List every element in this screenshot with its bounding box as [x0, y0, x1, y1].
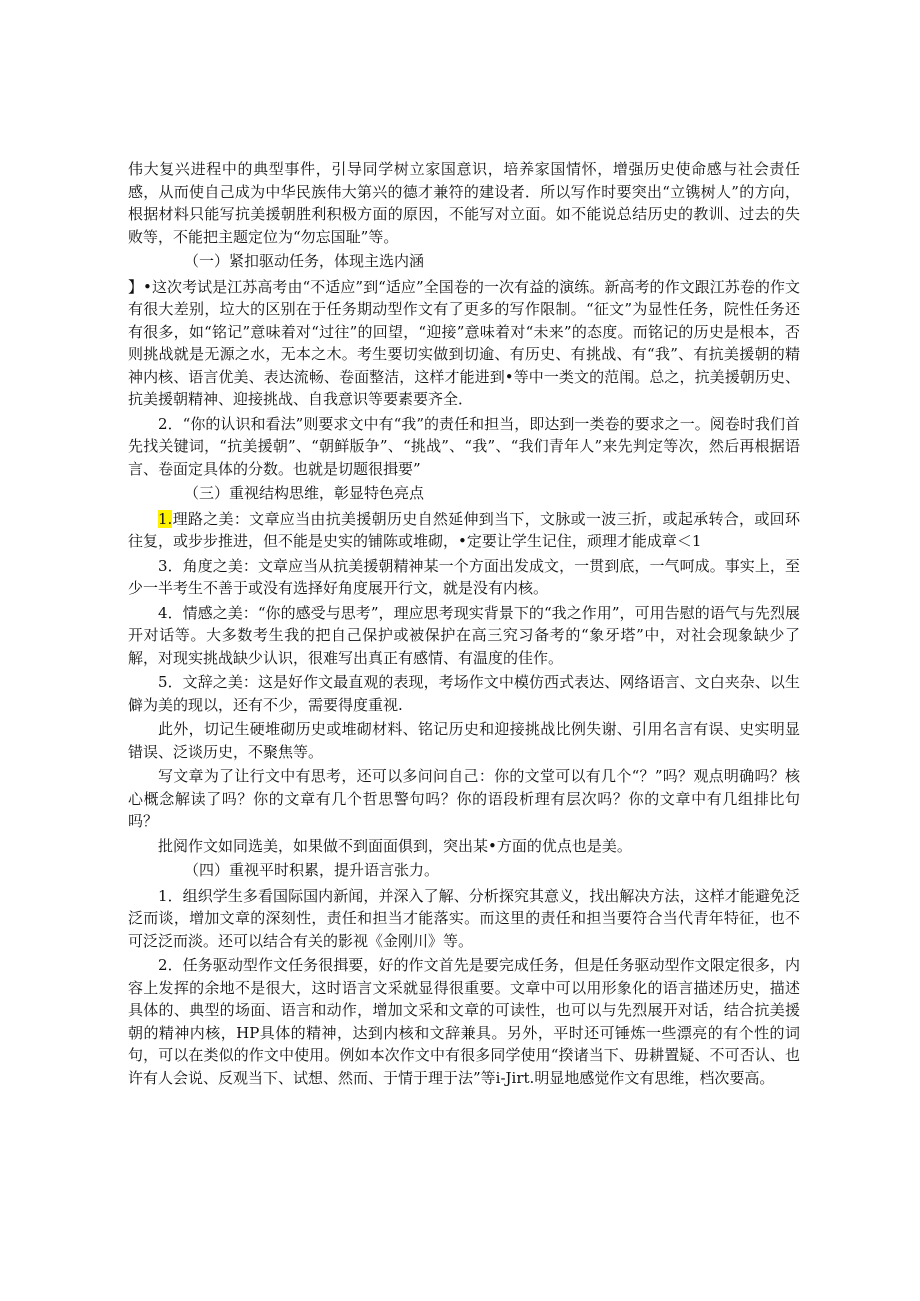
paragraph-structure-1: [128, 508, 800, 553]
paragraph-accumulate-2: 2．任务驱动型作文任务很揖要，好的作文首先是要完成任务，但是任务驱动型作文限定很多，内容上发挥的余地不是很大，这时语言文采就显得很重要。文章中可以用形象化的语言描述历史，描述具体的、典型的场面、语言和动作，增加文采和文章的可读性，也可以与先烈展开对话，结合抗美援朝的精神内核，HP具体的精神，达到内核和文辞兼具。另外，平时还可锤炼一些漂亮的有个性的词句，可以在类似的作文中使用。例如本次作文中有很多同学使用“揆诸当下、毋耕置疑、不可否认、也许有人会说、反观当下、试想、然而、于情于理于法”等i-Jirt.明显地感觉作文有思维，档次要高。: [128, 956, 800, 1087]
section-heading-4: （四）重视平时积累，提升语言张力。: [184, 861, 440, 879]
paragraph-intro: 伟大复兴进程中的典型事件，引导同学树立家国意识，培养家国情怀，增强历史使命感与社会责任感，从而使自己成为中华民族伟大第兴的德才兼符的建设者．所以写作时要突出“立镌树人”的方向，根据材料只能写抗美援朝胜利积极方面的原因，不能写对立面。如不能说总结历史的教训、过去的失败等，不能把主题定位为“勿忘国耻”等。: [128, 160, 800, 246]
paragraph-task-1: 】•这次考试是江苏高考由“不适应”到“适应”全国卷的一次有益的演练。新高考的作文跟江苏卷的作文有很大差别，垃大的区别在于任务期动型作文有了更多的写作限制。“征文”为显性任务，院性任务还有很多，如“铭记”意味着对“过往”的回望，“迎接”意味着对“未来”的态度。而铭记的历史是根本，否则挑战就是无源之水，无本之木。考生要切实做到切逾、有历史、有挑战、有“我”、有抗美援朝的精神内核、语言优美、表达流畅、卷面整洁，这样才能进到•等中一类文的范闱。总之，抗美援朝历史、抗美援朝精神、迎接挑战、自我意识等要素要齐全．: [128, 277, 800, 408]
paragraph-structure-5: 5．文辞之美：这是好作文最直观的表现，考场作文中模仿西式表达、网络语言、文白夹杂、以生僻为美的现以，还有不少，需要得度重视.: [128, 673, 800, 714]
paragraph-accumulate-1: 1．组织学生多看国际国内新闻，并深入了解、分析探究其意义，找出解决方法，这样才能避免泛泛而谈，增加文章的深刻性，责任和担当才能落实。而这里的责任和担当要符合当代青年特征，也不可泛泛而淡。还可以结合有关的影视《金刚川》等。: [128, 886, 800, 950]
section-heading-3: （三）重视结构思维，彰显特色亮点: [184, 484, 425, 502]
paragraph-structure-3: 3．角度之美：文章应当从抗美援朝精神某一个方面出发成文，一贯到底，一气呵成。事实上，至少一半考生不善于或没有选择好角度展开行文，就是没有内核。: [128, 556, 800, 597]
paragraph-task-2: 2．“你的认识和看法”则要求文中有“我”的责任和担当，即达到一类卷的要求之一。阅卷时我们首先找关键词，“抗美援朝”、“朝鲜版争”、“挑战”、“我”、“我们青年人”来先判定等次，然后再根据语言、卷面定具体的分数。也就是切题很揖要”: [128, 414, 800, 478]
highlighted-number: 1.: [158, 509, 173, 528]
document-body: [128, 158, 800, 1091]
paragraph-questions: 写文章为了让行文中有思考，还可以多问问自己：你的文堂可以有几个“？”吗？观点明确吗？核心概念解读了吗？你的文章有几个哲思警句吗？你的语段析理有层次吗？你的文章中有几组排比句吗？: [128, 767, 800, 830]
paragraph-structure-1-text: 理路之美：文章应当由抗美援朝历史自然延伸到当下，文脉或一波三折，或起承转合，或回环往复，或步步推进，但不能是史实的铺陈或堆砌，•定要让学生记住，顽理才能成章＜1: [128, 509, 800, 550]
section-heading-1: （一）紧扣驱动任务，体现主选内涵: [184, 252, 425, 270]
paragraph-structure-4: 4．情感之美：“你的感受与思考”，理应思考现实背景下的“我之作用”，可用告慰的语气与先烈展开对话等。大多数考生我的把自己保护或被保护在高三究习备考的“象牙塔”中，对社会现象缺少了解，对现实挑战缺少认识，很难写出真正有感情、有温度的佳作。: [128, 603, 800, 667]
paragraph-additional: 此外，切记生硬堆砌历史或堆砌材料、铭记历史和迎接挑战比例失谢、引用名言有误、史实明显错误、泛谈历史，不聚焦等。: [128, 720, 800, 761]
paragraph-grading: 批阅作文如同选美，如果做不到面面俱到，突出某•方面的优点也是美。: [158, 836, 632, 855]
